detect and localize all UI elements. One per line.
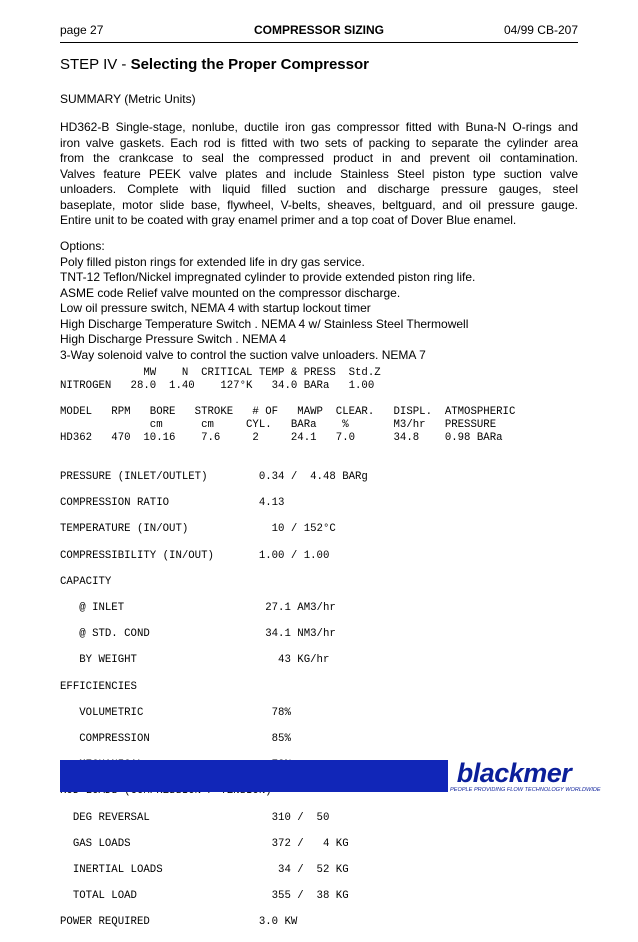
performance-summary <box>60 458 368 942</box>
perf-line: @ STD. COND 34.1 NM3/hr <box>60 628 336 641</box>
perf-line: TEMPERATURE (IN/OUT) 10 / 152°C <box>60 523 336 536</box>
page-number: page 27 <box>60 23 104 37</box>
perf-line: BY WEIGHT 43 KG/hr <box>60 654 330 667</box>
option-item: High Discharge Temperature Switch . NEMA 4 w/ Stainless Steel Thermowell <box>60 316 469 331</box>
description-line: iron valve gaskets. Each rod is fitted with two sets of packing to separate the cylinder area <box>60 135 578 150</box>
page-header <box>60 23 578 39</box>
step-prefix: STEP IV - <box>60 56 131 73</box>
perf-line: EFFICIENCIES <box>60 680 137 693</box>
perf-line: @ INLET 27.1 AM3/hr <box>60 602 336 615</box>
perf-line: DEG REVERSAL 310 / 50 <box>60 811 330 824</box>
gas-table-header: MW N CRITICAL TEMP & PRESS Std.Z <box>60 367 381 379</box>
description-paragraph <box>60 120 578 229</box>
perf-line: INERTIAL LOADS 34 / 52 KG <box>60 863 349 876</box>
perf-line: GAS LOADS 372 / 4 KG <box>60 837 349 850</box>
description-line: HD362-B Single-stage, nonlube, ductile iron gas compressor fitted with Buna-N O-rings and <box>60 120 578 134</box>
perf-line: COMPRESSIBILITY (IN/OUT) 1.00 / 1.00 <box>60 549 330 562</box>
description-line: Entire unit to be coated with gray enamel primer and a top coat of Dover Blue enamel. <box>60 213 517 227</box>
description-line: from the crankcase to seal the compressed product in and prevent oil contamination. <box>60 151 578 165</box>
model-table-units: cm cm CYL. BARa % M3/hr PRESSURE <box>60 419 497 432</box>
option-item: High Discharge Pressure Switch . NEMA 4 <box>60 332 287 346</box>
logo-tagline: PEOPLE PROVIDING FLOW TECHNOLOGY WORLDWIDE <box>450 787 601 793</box>
step-heading <box>60 56 369 73</box>
logo-wordmark: blackmer <box>456 758 572 788</box>
options-list <box>60 239 580 363</box>
perf-line: CAPACITY <box>60 575 112 588</box>
description-line: unloaders. Complete with liquid filled suction and discharge pressure gauges, steel <box>60 182 578 196</box>
perf-line: VOLUMETRIC 78% <box>60 706 291 719</box>
header-rule <box>60 42 578 43</box>
options-heading: Options: <box>60 239 105 253</box>
gas-table-row: NITROGEN 28.0 1.40 127°K 34.0 BARa 1.00 <box>60 380 375 393</box>
perf-line: COMPRESSION RATIO 4.13 <box>60 497 285 510</box>
option-item: Poly filled piston rings for extended life in dry gas service. <box>60 254 365 269</box>
option-item: ASME code Relief valve mounted on the compressor discharge. <box>60 285 401 300</box>
model-specs-table <box>60 406 515 445</box>
perf-line: COMPRESSION 85% <box>60 732 291 745</box>
description-line: Valves feature PEEK valve plates and include Stainless Steel piston type suction valve <box>60 166 578 181</box>
document-date-code: 04/99 CB-207 <box>503 23 578 37</box>
description-line: baseplate, motor slide base, flywheel, V-belts, sheaves, beltguard, and oil pressure gauge. <box>60 197 578 212</box>
blackmer-logo <box>450 756 601 798</box>
model-table-header: MODEL RPM BORE STROKE # OF MAWP CLEAR. DISPL. ATMOSPHERIC <box>60 406 516 418</box>
perf-line: POWER REQUIRED 3.0 KW <box>60 916 298 929</box>
option-item: TNT-12 Teflon/Nickel impregnated cylinder to provide extended piston ring life. <box>60 270 476 284</box>
perf-line: PRESSURE (INLET/OUTLET) 0.34 / 4.48 BARg <box>60 471 368 484</box>
option-item: 3-Way solenoid valve to control the suction valve unloaders. NEMA 7 <box>60 347 426 362</box>
document-title: COMPRESSOR SIZING <box>253 23 384 37</box>
summary-heading: SUMMARY (Metric Units) <box>60 92 196 106</box>
option-item: Low oil pressure switch, NEMA 4 with startup lockout timer <box>60 301 371 315</box>
perf-line: TOTAL LOAD 355 / 38 KG <box>60 890 349 903</box>
model-table-row: HD362 470 10.16 7.6 2 24.1 7.0 34.8 0.98 BARa <box>60 432 503 445</box>
footer-bar <box>60 760 448 792</box>
step-title: Selecting the Proper Compressor <box>130 56 369 73</box>
gas-properties-table <box>60 367 381 393</box>
